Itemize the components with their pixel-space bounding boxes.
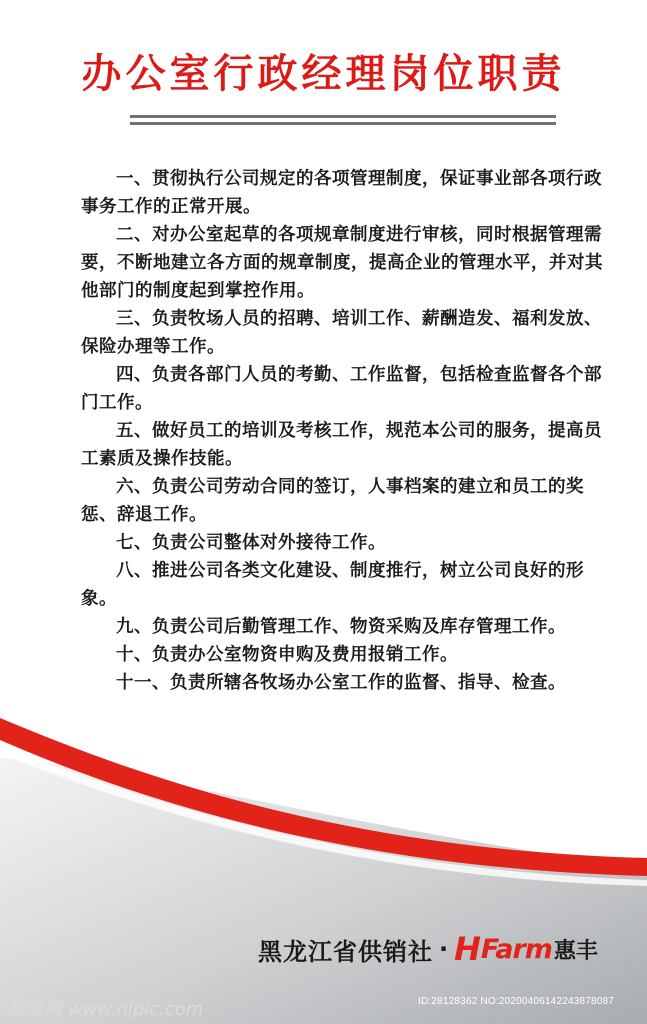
duty-item: 三、负责牧场人员的招聘、培训工作、薪酬造发、福利发放、保险办理等工作。 <box>81 309 602 357</box>
duty-list <box>81 165 608 697</box>
brand-separator: · <box>439 935 449 963</box>
hfarm-logo <box>454 930 598 968</box>
duty-item: 十、负责办公室物资申购及费用报销工作。 <box>116 645 458 665</box>
site-watermark: 昵享网 www.nipic.com <box>8 999 204 1020</box>
title-underline-bottom <box>130 122 556 125</box>
duty-item: 一、贯彻执行公司规定的各项管理制度，保证事业部各项行政事务工作的正常开展。 <box>81 169 602 217</box>
decorative-wave <box>0 700 647 1024</box>
logo-cn: 惠丰 <box>553 938 598 964</box>
gray-panel <box>0 758 647 1024</box>
duty-item: 五、做好员工的培训及考核工作，规范本公司的服务，提高员工素质及操作技能。 <box>81 421 602 469</box>
duty-item: 六、负责公司劳动合同的签订，人事档案的建立和员工的奖惩、辞退工作。 <box>81 477 584 525</box>
duty-item: 四、负责各部门人员的考勤、工作监督，包括检查监督各个部门工作。 <box>81 365 602 413</box>
duty-item: 二、对办公室起草的各项规章制度进行审核，同时根据管理需要，不断地建立各方面的规章制度，提高企业的管理水平，并对其他部门的制度起到掌控作用。 <box>81 225 603 301</box>
page-title: 办公室行政经理岗位职责 <box>81 51 566 97</box>
duty-item: 九、负责公司后勤管理工作、物资采购及库存管理工作。 <box>116 617 566 637</box>
image-id-watermark: ID:28128362 NO:20200406142243878087 <box>418 996 615 1007</box>
title-underline-top <box>130 115 556 118</box>
logo-h: H <box>454 930 481 968</box>
duty-item: 十一、负责所辖各牧场办公室工作的监督、指导、检查。 <box>116 673 566 693</box>
duty-item: 八、推进公司各类文化建设、制度推行，树立公司良好的形象。 <box>81 561 584 609</box>
org-name: 黑龙江省供销社 <box>258 937 433 966</box>
logo-farm: Farm <box>480 933 552 965</box>
footer-brand <box>258 930 598 968</box>
duty-item: 七、负责公司整体对外接待工作。 <box>116 533 386 553</box>
